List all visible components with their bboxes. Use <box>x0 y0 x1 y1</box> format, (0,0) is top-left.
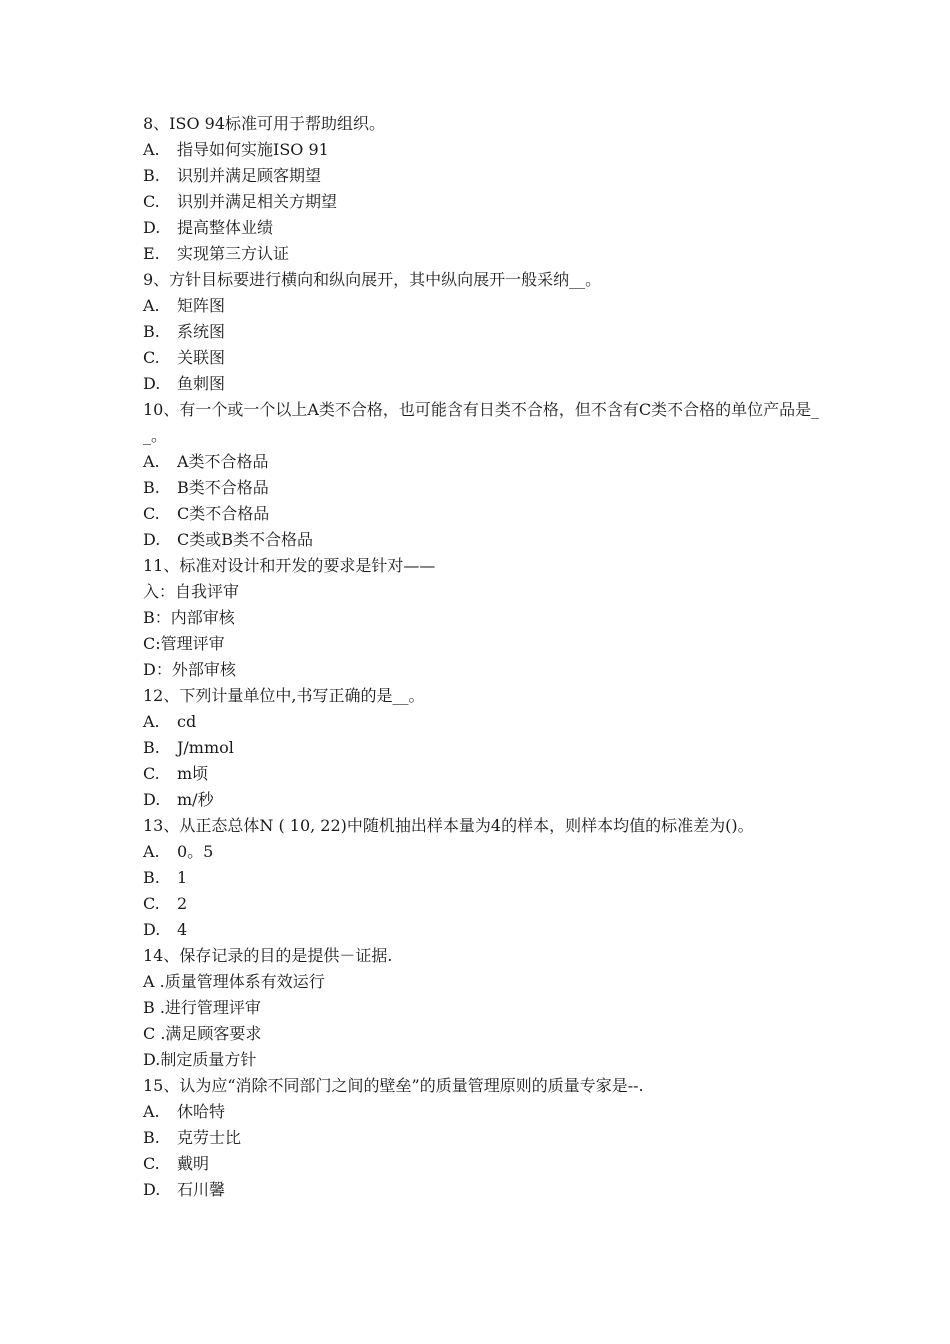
option-b <box>143 475 833 501</box>
option-letter: D. <box>143 530 161 549</box>
option-text: 0。5 <box>177 842 214 861</box>
question-12 <box>143 683 833 813</box>
option-text: 系统图 <box>177 322 226 341</box>
option-c <box>143 189 833 215</box>
option-letter: D. <box>143 1180 161 1199</box>
question-8 <box>143 111 833 267</box>
option-e <box>143 241 833 267</box>
option-c <box>143 761 833 787</box>
option-text: J/mmol <box>177 738 234 757</box>
question-stem: 13、从正态总体N ( 10, 22)中随机抽出样本量为4的样本，则样本均值的标准差为()。 <box>143 816 754 835</box>
option-text: A类不合格品 <box>177 452 269 471</box>
option-text: 提高整体业绩 <box>177 218 274 237</box>
option-letter: C. <box>143 764 160 783</box>
question-stem: 8、ISO 94标准可用于帮助组织。 <box>143 114 386 133</box>
option-letter: A. <box>143 296 160 315</box>
option-b: B：内部审核 <box>143 608 235 627</box>
option-a <box>143 137 833 163</box>
question-stem: 9、方针目标要进行横向和纵向展开，其中纵向展开一般采纳__。 <box>143 270 602 289</box>
option-letter: C. <box>143 894 160 913</box>
question-15 <box>143 1073 833 1203</box>
option-letter: B. <box>143 868 160 887</box>
option-b <box>143 735 833 761</box>
option-c: C:管理评审 <box>143 634 225 653</box>
option-letter: C. <box>143 348 160 367</box>
option-letter: B. <box>143 322 160 341</box>
option-b <box>143 163 833 189</box>
option-text: m顷 <box>177 764 209 783</box>
option-d: D：外部审核 <box>143 660 236 679</box>
option-letter: B. <box>143 478 160 497</box>
option-text: 石川馨 <box>177 1180 226 1199</box>
option-text: 鱼刺图 <box>177 374 226 393</box>
option-letter: C. <box>143 1154 160 1173</box>
option-d <box>143 917 833 943</box>
option-text: C类不合格品 <box>177 504 270 523</box>
option-text: 指导如何实施ISO 91 <box>177 140 329 159</box>
question-list <box>143 111 833 1203</box>
option-d <box>143 787 833 813</box>
option-a <box>143 293 833 319</box>
option-c <box>143 501 833 527</box>
question-stem: 12、下列计量单位中,书写正确的是__。 <box>143 686 425 705</box>
option-letter: A. <box>143 712 160 731</box>
question-10 <box>143 397 833 553</box>
question-stem: 11、标准对设计和开发的要求是针对—— <box>143 556 436 575</box>
question-stem: 10、有一个或一个以上A类不合格，也可能含有日类不合格，但不含有C类不合格的单位产品是__。 <box>143 400 820 445</box>
option-letter: A. <box>143 140 160 159</box>
option-text: 4 <box>177 920 188 939</box>
option-text: m/秒 <box>177 790 214 809</box>
option-d <box>143 527 833 553</box>
option-text: 识别并满足相关方期望 <box>177 192 338 211</box>
option-d <box>143 1177 833 1203</box>
option-text: cd <box>177 712 197 731</box>
option-letter: A. <box>143 452 160 471</box>
option-a <box>143 709 833 735</box>
option-c <box>143 345 833 371</box>
option-b <box>143 865 833 891</box>
option-a <box>143 839 833 865</box>
option-b <box>143 319 833 345</box>
option-letter: B. <box>143 1128 160 1147</box>
option-letter: D. <box>143 374 161 393</box>
option-text: 克劳士比 <box>177 1128 242 1147</box>
question-14 <box>143 943 833 1073</box>
option-letter: D. <box>143 218 161 237</box>
option-text: C类或B类不合格品 <box>177 530 314 549</box>
question-stem: 14、保存记录的目的是提供－证据. <box>143 946 393 965</box>
option-text: B类不合格品 <box>177 478 269 497</box>
option-text: 休哈特 <box>177 1102 226 1121</box>
option-text: 戴明 <box>177 1154 210 1173</box>
option-letter: B. <box>143 166 160 185</box>
option-text: 实现第三方认证 <box>177 244 290 263</box>
option-a <box>143 449 833 475</box>
option-d: D.制定质量方针 <box>143 1050 257 1069</box>
question-11 <box>143 553 833 683</box>
option-text: 矩阵图 <box>177 296 226 315</box>
option-c <box>143 891 833 917</box>
option-b <box>143 1125 833 1151</box>
option-d <box>143 215 833 241</box>
option-a: 入：自我评审 <box>143 582 240 601</box>
option-letter: A. <box>143 1102 160 1121</box>
option-a <box>143 1099 833 1125</box>
option-text: 识别并满足顾客期望 <box>177 166 322 185</box>
option-letter: D. <box>143 790 161 809</box>
option-letter: B. <box>143 738 160 757</box>
option-letter: D. <box>143 920 161 939</box>
option-d <box>143 371 833 397</box>
option-text: 关联图 <box>177 348 226 367</box>
option-letter: C. <box>143 504 160 523</box>
option-letter: C. <box>143 192 160 211</box>
option-text: 1 <box>177 868 188 887</box>
option-a: A .质量管理体系有效运行 <box>143 972 325 991</box>
question-stem: 15、认为应“消除不同部门之间的壁垒”的质量管理原则的质量专家是--. <box>143 1076 644 1095</box>
option-b: B .进行管理评审 <box>143 998 261 1017</box>
option-c <box>143 1151 833 1177</box>
option-letter: E. <box>143 244 160 263</box>
option-text: 2 <box>177 894 188 913</box>
option-c: C .满足顾客要求 <box>143 1024 262 1043</box>
option-letter: A. <box>143 842 160 861</box>
question-13 <box>143 813 833 943</box>
question-9 <box>143 267 833 397</box>
